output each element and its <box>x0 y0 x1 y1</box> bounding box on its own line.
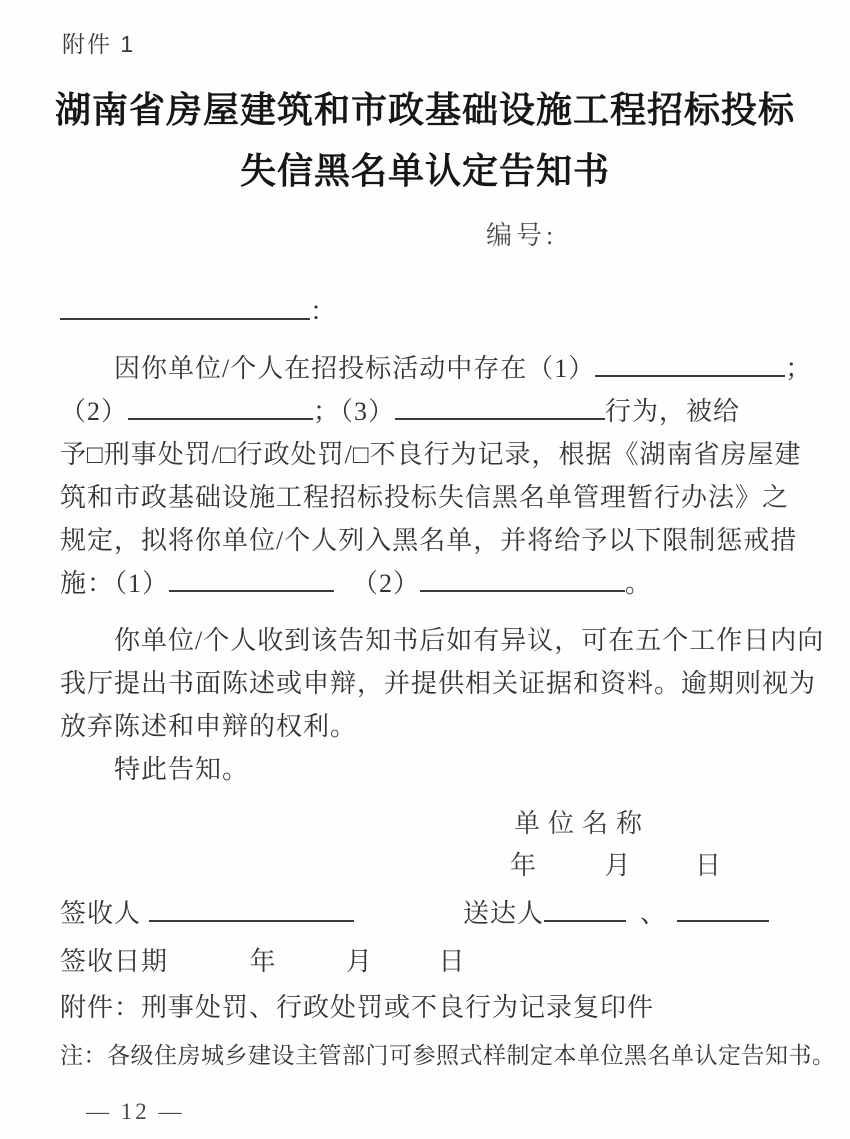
reason-1-blank-underline <box>595 348 785 377</box>
receipt-day-label: 日 <box>438 947 466 976</box>
measure-period: 。 <box>625 569 653 598</box>
attachment-label: 附件 1 <box>62 31 136 57</box>
measure-2-label: （2） <box>352 569 421 598</box>
receiver-blank-underline <box>149 893 354 922</box>
receipt-month-label: 月 <box>346 947 374 976</box>
reason-2-label: （2） <box>60 397 129 426</box>
measure-1-blank-underline <box>169 563 334 592</box>
signature-month-label: 月 <box>604 851 631 880</box>
document-number-label: 编号: <box>486 221 558 250</box>
signature-date-row <box>0 845 850 882</box>
reason-3-blank-underline <box>395 391 605 420</box>
page-number: — 12 — <box>86 1099 185 1124</box>
document-body <box>60 290 825 791</box>
receipt-year-label: 年 <box>249 947 277 976</box>
closing-statement: 特此告知。 <box>114 755 250 784</box>
measure-2-blank-underline <box>420 563 625 592</box>
paragraph-reasons-line1 <box>60 347 813 390</box>
reasons-line1-semicolon: ； <box>785 354 813 383</box>
document-title-line1: 湖南省房屋建筑和市政基础设施工程招标投标 <box>54 89 795 130</box>
paragraph-reasons <box>60 347 813 605</box>
deliverer-2-blank-underline <box>677 893 769 922</box>
addressee-row <box>60 290 792 333</box>
reasons-line1-text: 因你单位/个人在招投标活动中存在（1） <box>114 354 596 383</box>
paragraph-reasons-line4: 筑和市政基础设施工程招标投标失信黑名单管理暂行办法》之 <box>60 483 790 512</box>
document-title <box>0 79 850 201</box>
measure-1-label: 施：（1） <box>60 569 170 598</box>
addressee-blank-underline <box>60 291 310 320</box>
document-number-row <box>0 215 850 252</box>
reason-2-blank-underline <box>128 391 313 420</box>
paragraph-objection-line2: 我厅提出书面陈述或申辩，并提供相关证据和资料。逾期则视为 <box>60 669 817 698</box>
paragraph-reasons-line6 <box>60 562 792 605</box>
receipt-date-row <box>60 941 850 978</box>
paragraph-objection <box>60 619 825 748</box>
signature-day-label: 日 <box>695 851 722 880</box>
document-title-line2: 失信黑名单认定告知书 <box>239 150 610 191</box>
remark-note: 注：各级住房城乡建设主管部门可参照式样制定本单位黑名单认定告知书。 <box>60 1043 836 1068</box>
paragraph-objection-line3: 放弃陈述和申辩的权利。 <box>60 712 358 741</box>
attachment-note: 附件：刑事处罚、行政处罚或不良行为记录复印件 <box>60 993 655 1022</box>
paragraph-reasons-line3: 予□刑事处罚/□行政处罚/□不良行为记录，根据《湖南省房屋建 <box>60 440 802 469</box>
paragraph-objection-line1: 你单位/个人收到该告知书后如有异议，可在五个工作日内向 <box>114 626 825 655</box>
receipt-date-label: 签收日期 <box>60 947 169 976</box>
reason-3-label: ；（3） <box>313 397 396 426</box>
addressee-colon: ： <box>310 297 338 326</box>
reasons-line2-text: 行为，被给 <box>605 397 741 426</box>
signature-year-label: 年 <box>510 851 537 880</box>
enumeration-comma: 、 <box>640 899 668 928</box>
receipt-signer-row <box>60 893 850 930</box>
signature-unit-name: 单位名称 <box>514 809 651 838</box>
deliverer-label: 送达人 <box>463 899 545 928</box>
paragraph-reasons-line2 <box>60 390 792 433</box>
paragraph-reasons-line5: 规定，拟将你单位/个人列入黑名单，并将给予以下限制惩戒措 <box>60 526 798 555</box>
receiver-label: 签收人 <box>60 899 142 928</box>
deliverer-1-blank-underline <box>544 893 626 922</box>
